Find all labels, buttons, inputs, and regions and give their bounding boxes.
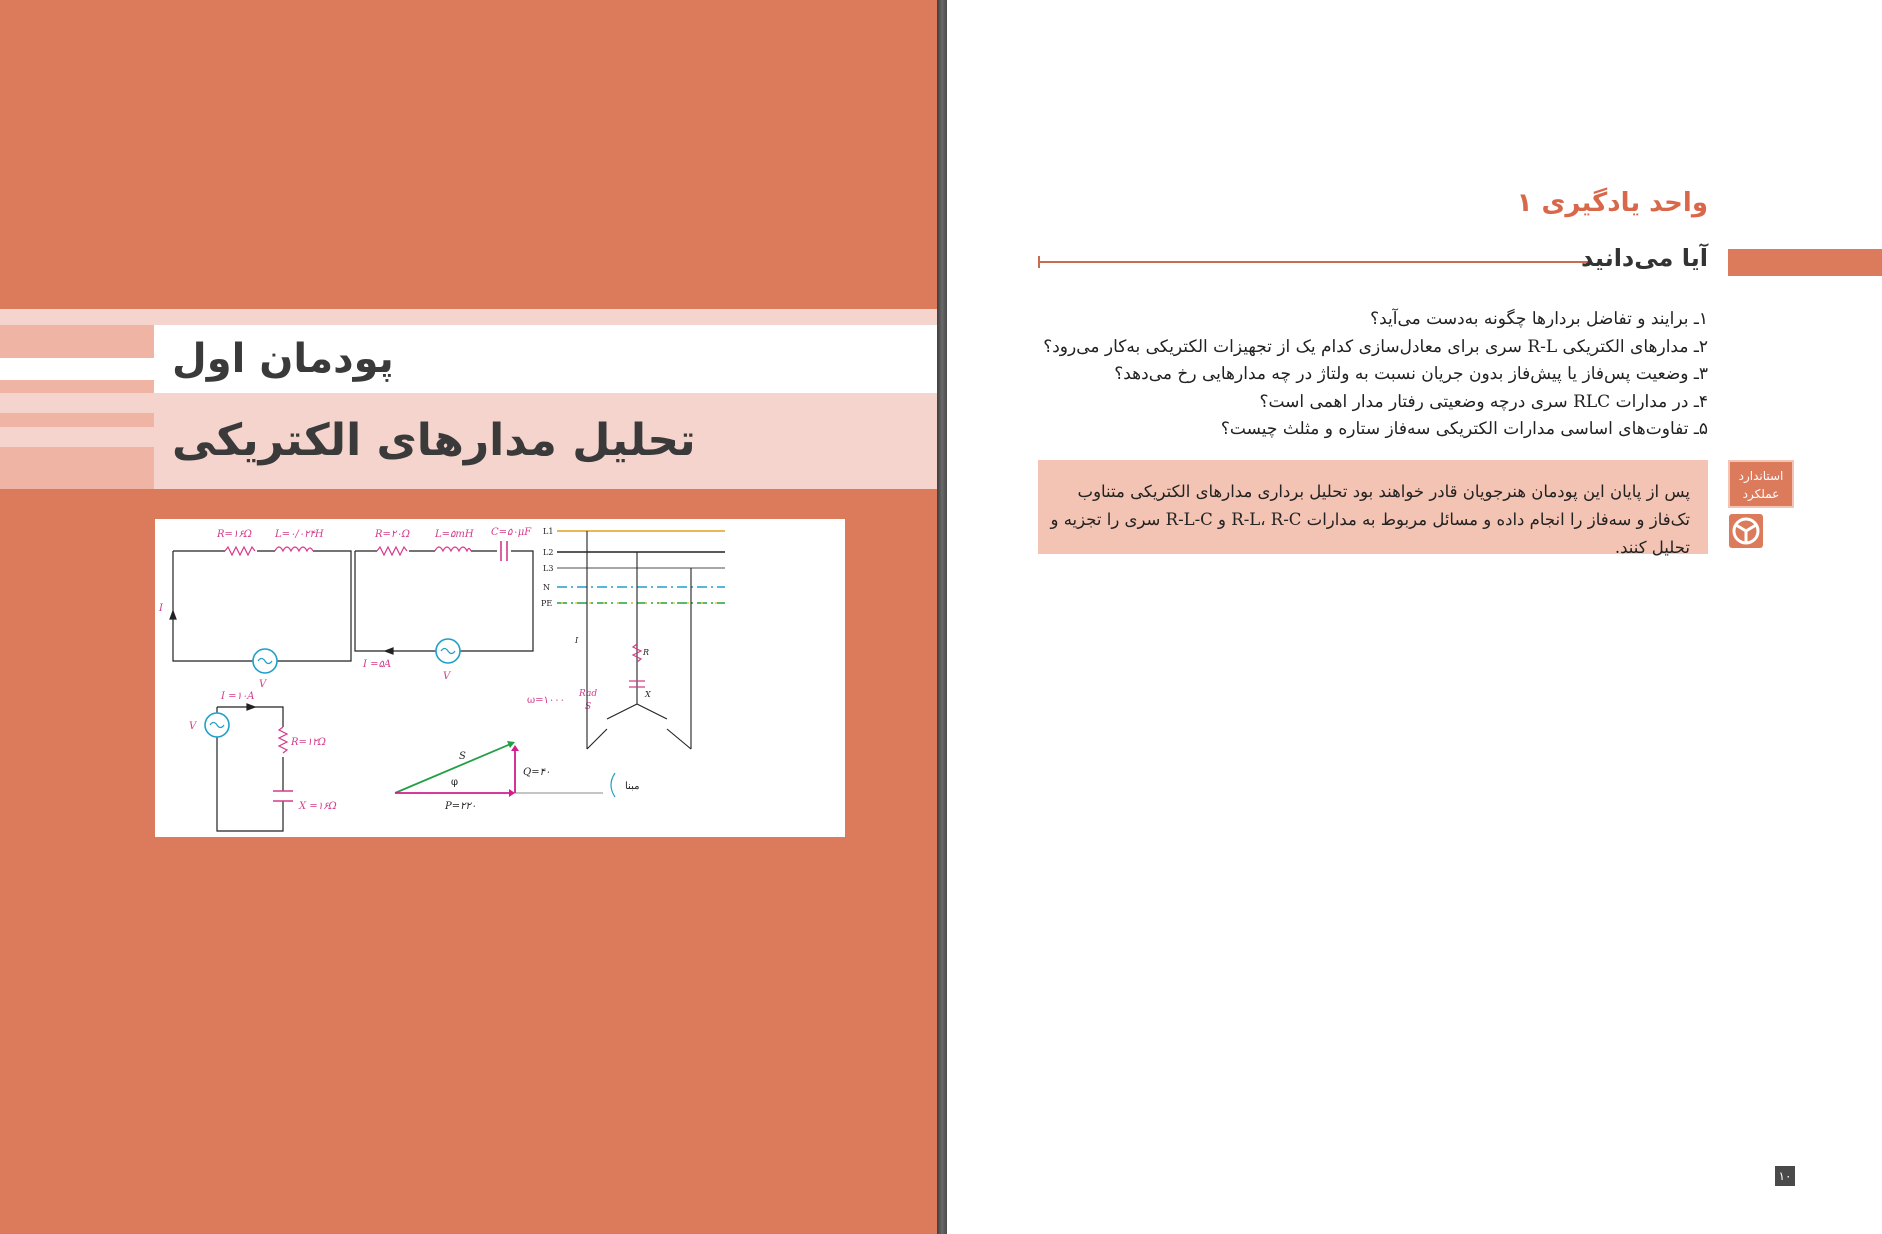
circuit-1-v: V bbox=[259, 679, 267, 690]
page-number: ۱۰ bbox=[1775, 1166, 1795, 1186]
circuit-2 bbox=[355, 541, 533, 663]
question-item: ۴ـ در مدارات RLC سری درچه وضعیتی رفتار مدار اهمی است؟ bbox=[1259, 391, 1708, 412]
three-phase-diagram bbox=[557, 531, 725, 749]
circuit-2-l: L=۵mH bbox=[435, 529, 474, 540]
module-label-band bbox=[154, 325, 937, 393]
stripe-top bbox=[0, 309, 937, 325]
circuit-1-r: R=۱۶Ω bbox=[217, 529, 252, 540]
circuit-1 bbox=[170, 547, 351, 673]
circuit-3-i: I =۱۰A bbox=[221, 691, 255, 702]
module-title-band bbox=[154, 393, 937, 489]
circuit-figure bbox=[155, 519, 845, 837]
module-label: پودمان اول bbox=[172, 336, 394, 382]
circuit-diagrams bbox=[155, 519, 845, 837]
standard-tag-line2: عملکرد bbox=[1742, 487, 1780, 501]
stripe-left-3 bbox=[0, 380, 154, 393]
performance-standard-tag bbox=[1728, 460, 1794, 508]
question-list bbox=[1008, 306, 1708, 444]
section-rule-cap bbox=[1038, 256, 1040, 268]
circuit-2-v: V bbox=[443, 671, 451, 682]
circuit-3-v: V bbox=[189, 721, 197, 732]
question-item: ۵ـ تفاوت‌های اساسی مدارات الکتریکی سه‌فاز ستاره و مثلث چیست؟ bbox=[1220, 419, 1708, 439]
circuit-3-r: R=۱۲Ω bbox=[291, 737, 326, 748]
unit-title: واحد یادگیری ۱ bbox=[1516, 188, 1708, 218]
three-phase-line-l3: L3 bbox=[543, 564, 554, 573]
phasor-diagram bbox=[395, 741, 615, 797]
circuit-3-xc: X =۱۶Ω bbox=[299, 801, 337, 812]
phasor-s: S bbox=[459, 751, 466, 762]
phasor-phi: φ bbox=[451, 777, 459, 788]
section-title: آیا می‌دانید bbox=[1581, 244, 1708, 272]
question-item: ۱ـ برایند و تفاضل بردارها چگونه به‌دست می‌آید؟ bbox=[1370, 309, 1708, 329]
phasor-p: P=۲۲۰ bbox=[445, 801, 477, 812]
phasor-omega-unit-top: Rad bbox=[579, 689, 598, 699]
three-phase-line-l2: L2 bbox=[543, 548, 554, 557]
phasor-q: Q=۴۰ bbox=[523, 767, 551, 778]
cover-page bbox=[0, 0, 937, 1234]
performance-standard-text: پس از پایان این پودمان هنرجویان قادر خواهند بود تحلیل برداری مدارهای الکتریکی متناوب تک‌فاز و سه‌فاز را انجام داده و مسائل مربوط به مدارات R-L، R-C و R-L-C سری را تجزیه و تحلیل کنند. bbox=[1050, 482, 1690, 557]
circuit-3 bbox=[205, 704, 293, 831]
section-rule bbox=[1038, 261, 1588, 263]
three-phase-xc: X bbox=[645, 690, 651, 699]
circuit-2-r: R=۲۰Ω bbox=[375, 529, 410, 540]
three-phase-line-n: N bbox=[543, 583, 550, 592]
stripe-left-6 bbox=[0, 427, 154, 447]
question-item: ۳ـ وضعیت پس‌فاز یا پیش‌فاز بدون جریان نسبت به ولتاژ در چه مدارهایی رخ می‌دهد؟ bbox=[1114, 364, 1708, 384]
question-item: ۲ـ مدارهای الکتریکی R-L سری برای معادل‌سازی کدام یک از تجهیزات الکتریکی به‌کار می‌رود؟ bbox=[1043, 336, 1708, 357]
three-phase-line-pe: PE bbox=[541, 599, 553, 608]
stripe-left-2 bbox=[0, 358, 154, 380]
stripe-left-7 bbox=[0, 447, 154, 489]
circuit-2-c: C=۵۰μF bbox=[491, 527, 532, 538]
circuit-1-i: I bbox=[159, 603, 163, 614]
circuit-2-i: I =۵A bbox=[363, 659, 392, 670]
standard-tag-line1: استاندارد bbox=[1738, 469, 1784, 483]
stripe-left-1 bbox=[0, 325, 154, 358]
phasor-omega: ω=۱۰۰۰ bbox=[527, 695, 566, 706]
section-accent-bar bbox=[1728, 249, 1882, 276]
book-spine bbox=[937, 0, 947, 1234]
content-page bbox=[947, 0, 1882, 1234]
stripe-left-4 bbox=[0, 393, 154, 413]
phasor-ref: مبنا bbox=[625, 781, 640, 792]
three-phase-r: R bbox=[643, 648, 650, 657]
three-phase-il: I bbox=[575, 636, 579, 645]
standard-emblem-icon bbox=[1729, 514, 1763, 548]
module-title: تحلیل مدارهای الکتریکی bbox=[172, 415, 696, 466]
circuit-1-l: L=۰/۰۲۴H bbox=[275, 529, 324, 540]
performance-standard-box bbox=[1038, 460, 1708, 557]
three-phase-line-l1: L1 bbox=[543, 527, 554, 536]
phasor-omega-unit-bottom: S bbox=[585, 702, 592, 712]
stripe-left-5 bbox=[0, 413, 154, 427]
